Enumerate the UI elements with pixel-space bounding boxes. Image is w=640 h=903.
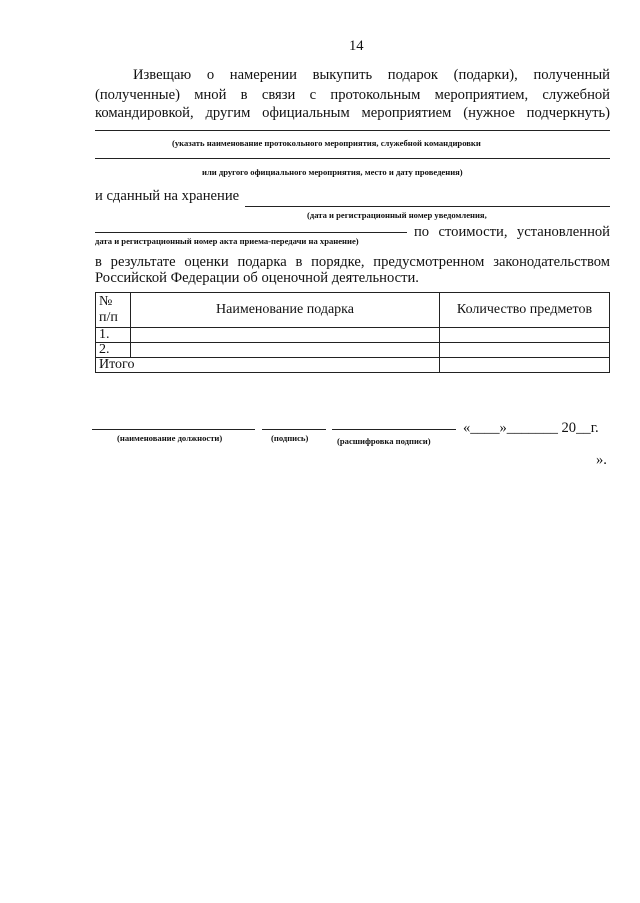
intro-line-1: Извещаю о намерении выкупить подарок (подарки), полученный xyxy=(133,67,610,83)
event-name-hint: (указать наименование протокольного мероприятия, служебной командировки xyxy=(172,138,481,148)
signature-date: «____»_______ 20__г. xyxy=(463,420,599,436)
event-name-hint-cont: или другого официального мероприятия, место и дату проведения) xyxy=(202,167,463,177)
page-number: 14 xyxy=(349,38,364,54)
row-num: 1. xyxy=(96,328,131,343)
position-hint: (наименование должности) xyxy=(117,433,223,443)
notice-line[interactable] xyxy=(245,206,610,207)
col-num-header: № п/п xyxy=(96,293,131,328)
intro-line-2: (полученные) мной в связи с протокольным мероприятием, служебной xyxy=(95,87,610,103)
table-row xyxy=(96,328,610,343)
sign-hint: (подпись) xyxy=(271,433,309,443)
row-name-cell[interactable] xyxy=(131,328,440,343)
decode-hint: (расшифровка подписи) xyxy=(337,436,431,446)
table-total-row xyxy=(96,358,610,373)
total-qty-cell[interactable] xyxy=(440,358,610,373)
storage-label: и сданный на хранение xyxy=(95,188,240,204)
event-name-line-2[interactable] xyxy=(95,158,610,159)
storage-line-a: в результате оценки подарка в порядке, предусмотренном законодательством xyxy=(95,254,610,270)
closing-quote: ». xyxy=(596,452,607,468)
position-line[interactable] xyxy=(92,429,255,430)
sign-line[interactable] xyxy=(262,429,326,430)
total-label: Итого xyxy=(96,358,440,373)
col-qty-header: Количество предметов xyxy=(440,293,610,328)
notice-hint: (дата и регистрационный номер уведомления, xyxy=(307,210,487,220)
row-qty-cell[interactable] xyxy=(440,328,610,343)
row-num: 2. xyxy=(96,343,131,358)
table-row xyxy=(96,343,610,358)
decode-line[interactable] xyxy=(332,429,456,430)
row-qty-cell[interactable] xyxy=(440,343,610,358)
cost-text: по стоимости, установленной xyxy=(414,224,610,240)
col-name-header: Наименование подарка xyxy=(131,293,440,328)
event-name-line[interactable] xyxy=(95,130,610,131)
intro-line-3: командировкой, другим официальным мероприятием (нужное подчеркнуть) xyxy=(95,105,610,121)
act-line[interactable] xyxy=(95,232,407,233)
table-header-row xyxy=(96,293,610,328)
row-name-cell[interactable] xyxy=(131,343,440,358)
storage-line-b: Российской Федерации об оценочной деятельности. xyxy=(95,270,419,286)
gift-table xyxy=(95,292,610,373)
act-hint: дата и регистрационный номер акта приема-передачи на хранение) xyxy=(95,236,359,246)
